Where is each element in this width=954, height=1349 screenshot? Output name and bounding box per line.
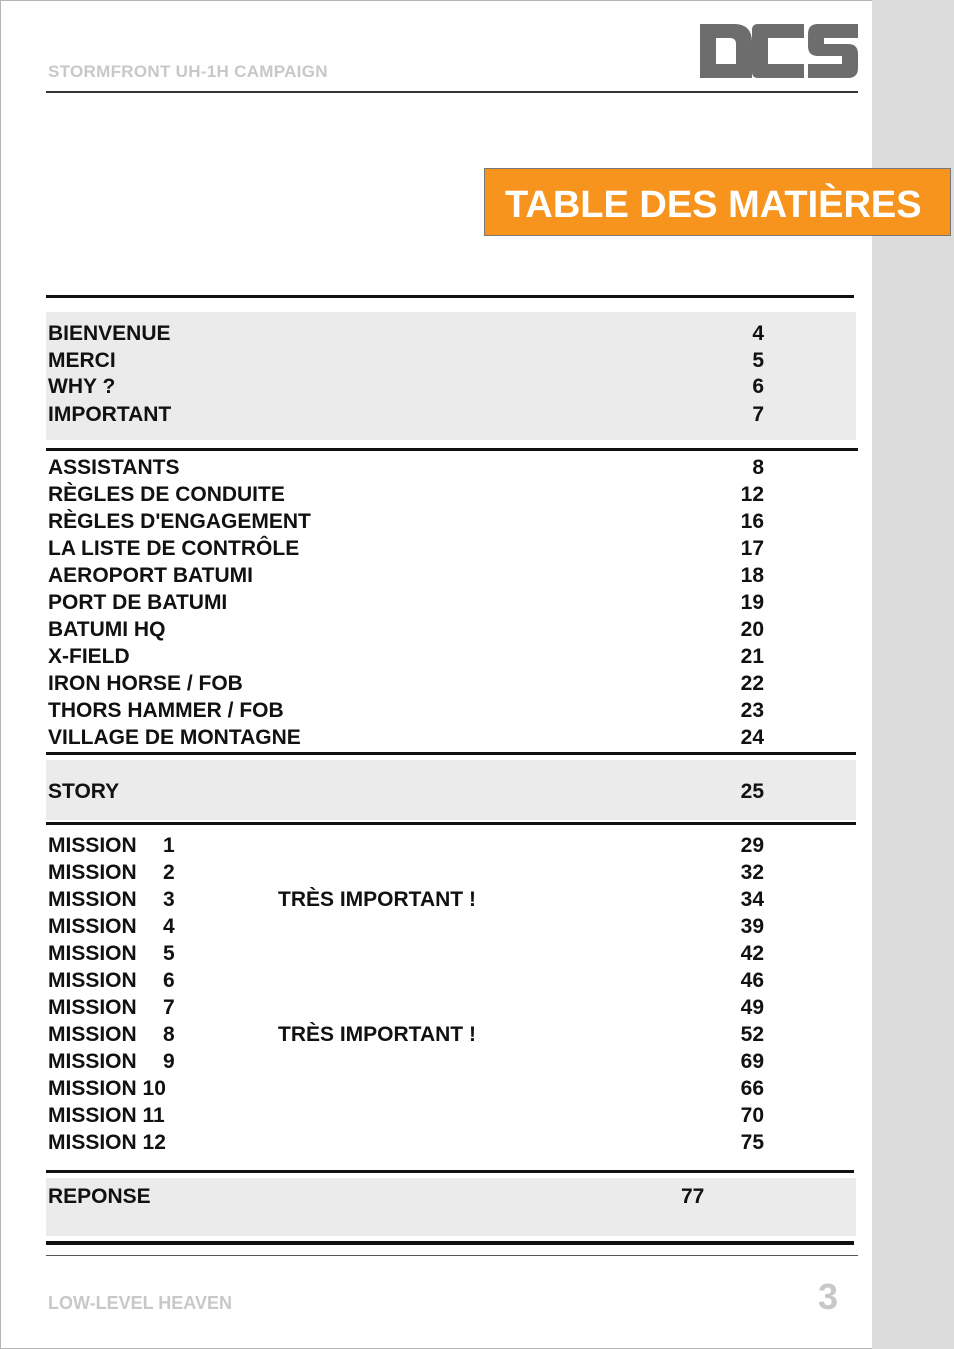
section-rule [46,822,856,825]
toc-page: 69 [740,1050,764,1073]
toc-label: MISSION [48,834,137,857]
toc-label: MISSION [48,996,137,1019]
toc-row[interactable] [0,726,954,753]
toc-row[interactable] [0,834,954,861]
toc-label: RÈGLES DE CONDUITE [48,483,285,506]
page-title: TABLE DES MATIÈRES [505,184,922,226]
toc-label: ASSISTANTS [48,456,180,479]
section-rule [46,1170,854,1173]
toc-page: 7 [752,403,764,426]
toc-row[interactable] [0,645,954,672]
toc-label: IMPORTANT [48,403,172,426]
toc-page: 46 [740,969,764,992]
toc-row[interactable] [0,1131,954,1158]
footer-rule-thin [46,1255,858,1256]
toc-page: 18 [740,564,764,587]
toc-page: 39 [740,915,764,938]
toc-row[interactable] [0,375,954,402]
toc-label: MISSION [48,915,137,938]
toc-row[interactable] [0,349,954,376]
footer-title: LOW-LEVEL HEAVEN [48,1293,232,1313]
mission-number: 3 [163,888,175,911]
toc-row[interactable] [0,861,954,888]
mission-number: 6 [163,969,175,992]
toc-note: TRÈS IMPORTANT ! [278,1023,476,1046]
toc-label: MISSION 11 [48,1104,165,1127]
mission-number: 8 [163,1023,175,1046]
toc-row[interactable] [0,456,954,483]
toc-label: RÈGLES D'ENGAGEMENT [48,510,311,533]
toc-label: THORS HAMMER / FOB [48,699,284,722]
toc-row[interactable] [0,1104,954,1131]
toc-label: MISSION 10 [48,1077,166,1100]
toc-page: 23 [740,699,764,722]
toc-label: REPONSE [48,1185,151,1208]
toc-page: 21 [740,645,764,668]
section-rule [46,295,854,298]
toc-page: 22 [740,672,764,695]
mission-number: 2 [163,861,175,884]
toc-page: 6 [752,375,764,398]
toc-page: 4 [752,322,764,345]
toc-label: BATUMI HQ [48,618,166,641]
toc-page: 5 [752,349,764,372]
toc-row[interactable] [0,915,954,942]
header-campaign-title: STORMFRONT UH-1H CAMPAIGN [48,62,328,81]
toc-page: 29 [740,834,764,857]
toc-row[interactable] [0,780,954,807]
toc-row[interactable] [0,1050,954,1077]
title-banner [484,168,951,236]
toc-label: LA LISTE DE CONTRÔLE [48,537,300,560]
toc-label: MISSION 12 [48,1131,166,1154]
toc-page: 16 [740,510,764,533]
toc-page: 8 [752,456,764,479]
section-rule [46,752,856,755]
toc-page: 24 [740,726,764,749]
toc-page: 17 [740,537,764,560]
toc-note: TRÈS IMPORTANT ! [278,888,476,911]
toc-label: BIENVENUE [48,322,171,345]
toc-row[interactable] [0,591,954,618]
toc-page: 52 [740,1023,764,1046]
toc-row[interactable] [0,699,954,726]
toc-row[interactable] [0,322,954,349]
toc-page: 12 [740,483,764,506]
toc-page: 75 [740,1131,764,1154]
toc-page: 49 [740,996,764,1019]
toc-label: WHY ? [48,375,116,398]
toc-row[interactable] [0,996,954,1023]
toc-label: MISSION [48,888,137,911]
toc-row[interactable] [0,510,954,537]
toc-page: 19 [740,591,764,614]
toc-page: 32 [740,861,764,884]
toc-row[interactable] [0,1023,954,1050]
toc-row[interactable] [0,888,954,915]
toc-row[interactable] [0,672,954,699]
toc-page: 25 [740,780,764,803]
page-number: 3 [818,1276,839,1317]
toc-page: 70 [740,1104,764,1127]
toc-row[interactable] [0,942,954,969]
mission-number: 7 [163,996,175,1019]
toc-page: 77 [681,1185,705,1208]
dcs-logo [698,22,860,80]
toc-row[interactable] [0,537,954,564]
toc-row[interactable] [0,403,954,430]
toc-label: MISSION [48,861,137,884]
mission-number: 4 [163,915,175,938]
toc-page: 66 [740,1077,764,1100]
toc-row[interactable] [0,564,954,591]
toc-label: MISSION [48,942,137,965]
toc-label: MISSION [48,1050,137,1073]
mission-number: 5 [163,942,175,965]
header-rule [46,91,858,93]
toc-label: MISSION [48,969,137,992]
mission-number: 9 [163,1050,175,1073]
toc-label: AEROPORT BATUMI [48,564,253,587]
section-rule [46,448,858,451]
toc-label: MISSION [48,1023,137,1046]
toc-row[interactable] [0,1185,954,1212]
toc-label: PORT DE BATUMI [48,591,228,614]
toc-row[interactable] [0,1077,954,1104]
toc-page: 42 [740,942,764,965]
toc-row[interactable] [0,969,954,996]
toc-label: STORY [48,780,120,803]
toc-row[interactable] [0,483,954,510]
toc-label: IRON HORSE / FOB [48,672,243,695]
toc-label: MERCI [48,349,116,372]
toc-label: VILLAGE DE MONTAGNE [48,726,301,749]
toc-label: X-FIELD [48,645,130,668]
footer-rule [46,1241,854,1245]
toc-row[interactable] [0,618,954,645]
mission-number: 1 [163,834,175,857]
toc-page: 34 [740,888,764,911]
toc-page: 20 [740,618,764,641]
